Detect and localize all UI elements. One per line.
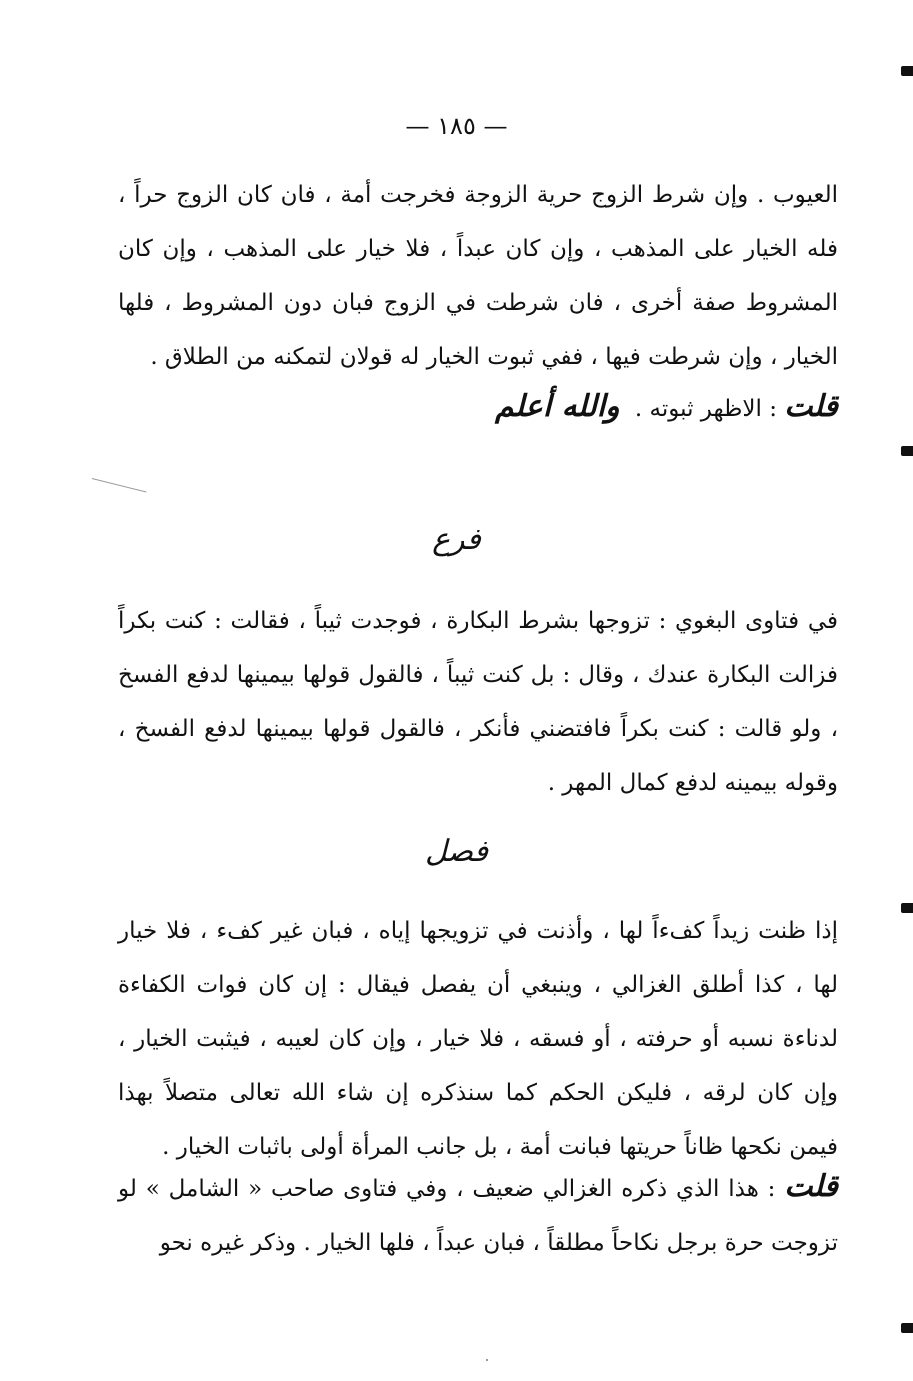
heading-fasl: فصل bbox=[424, 834, 489, 869]
edge-mark bbox=[901, 66, 913, 76]
paragraph-3-text: إذا ظنت زيداً كفءاً لها ، وأذنت في تزويجها إياه ، فبان غير كفء ، فلا خيار لها ، كذا أطلق الغزالي ، وينبغي أن يفصل فيقال : إن كان فوات الكفاءة لدناءة نسبه أو حرفته ، أو فسقه ، فلا خيار ، وإن كان لعيبه ، فيثبت الخيار ، وإن كان لرقه ، فليكن الحكم كما سنذكره إن شاء الله تعالى متصلاً بهذا فيمن نكحها ظاناً حريتها فبانت أمة ، بل جانب المرأة أولى باثبات الخيار . bbox=[118, 918, 838, 1160]
edge-mark bbox=[901, 903, 913, 913]
paragraph-2-text: في فتاوى البغوي : تزوجها بشرط البكارة ، فوجدت ثيباً ، فقالت : كنت بكراً فزالت البكارة عندك ، وقال : بل كنت ثيباً ، فالقول قولها بيمينها لدفع الفسخ ، ولو قالت : كنت بكراً فافتضني فأنكر ، فالقول قولها بيمينها لدفع الفسخ ، وقوله بيمينه لدفع كمال المهر . bbox=[118, 608, 838, 796]
paragraph-3 bbox=[118, 904, 838, 1174]
stray-line bbox=[92, 478, 147, 493]
qult-2-label: قلت bbox=[784, 1169, 839, 1204]
heading-far: فرع bbox=[432, 522, 481, 557]
qult-1 bbox=[118, 380, 838, 436]
qult-1-text: : الاظهر ثبوته . bbox=[634, 396, 777, 422]
paragraph-2 bbox=[118, 594, 838, 810]
edge-mark bbox=[901, 446, 913, 456]
qult-2 bbox=[118, 1160, 838, 1270]
paragraph-1 bbox=[118, 168, 838, 384]
speck bbox=[486, 1359, 488, 1361]
paragraph-1-text: العيوب . وإن شرط الزوج حرية الزوجة فخرجت أمة ، فان كان الزوج حراً ، فله الخيار على المذهب ، وإن كان عبداً ، فلا خيار على المذهب ، وإن كان المشروط صفة أخرى ، فان شرطت في الزوج فبان دون المشروط ، فلها الخيار ، وإن شرطت فيها ، ففي ثبوت الخيار له قولان لتمكنه من الطلاق . bbox=[118, 182, 838, 370]
qult-1-closing: والله أعلم bbox=[495, 389, 620, 424]
edge-mark bbox=[901, 1323, 913, 1333]
qult-1-label: قلت bbox=[784, 389, 838, 424]
page-number: — ١٨٥ — bbox=[405, 112, 508, 140]
qult-2-text: : هذا الذي ذكره الغزالي ضعيف ، وفي فتاوى صاحب « الشامل » لو تزوجت حرة برجل نكاحاً مطلقاً ، فبان عبداً ، فلها الخيار . وذكر غيره نحو bbox=[118, 1176, 838, 1256]
